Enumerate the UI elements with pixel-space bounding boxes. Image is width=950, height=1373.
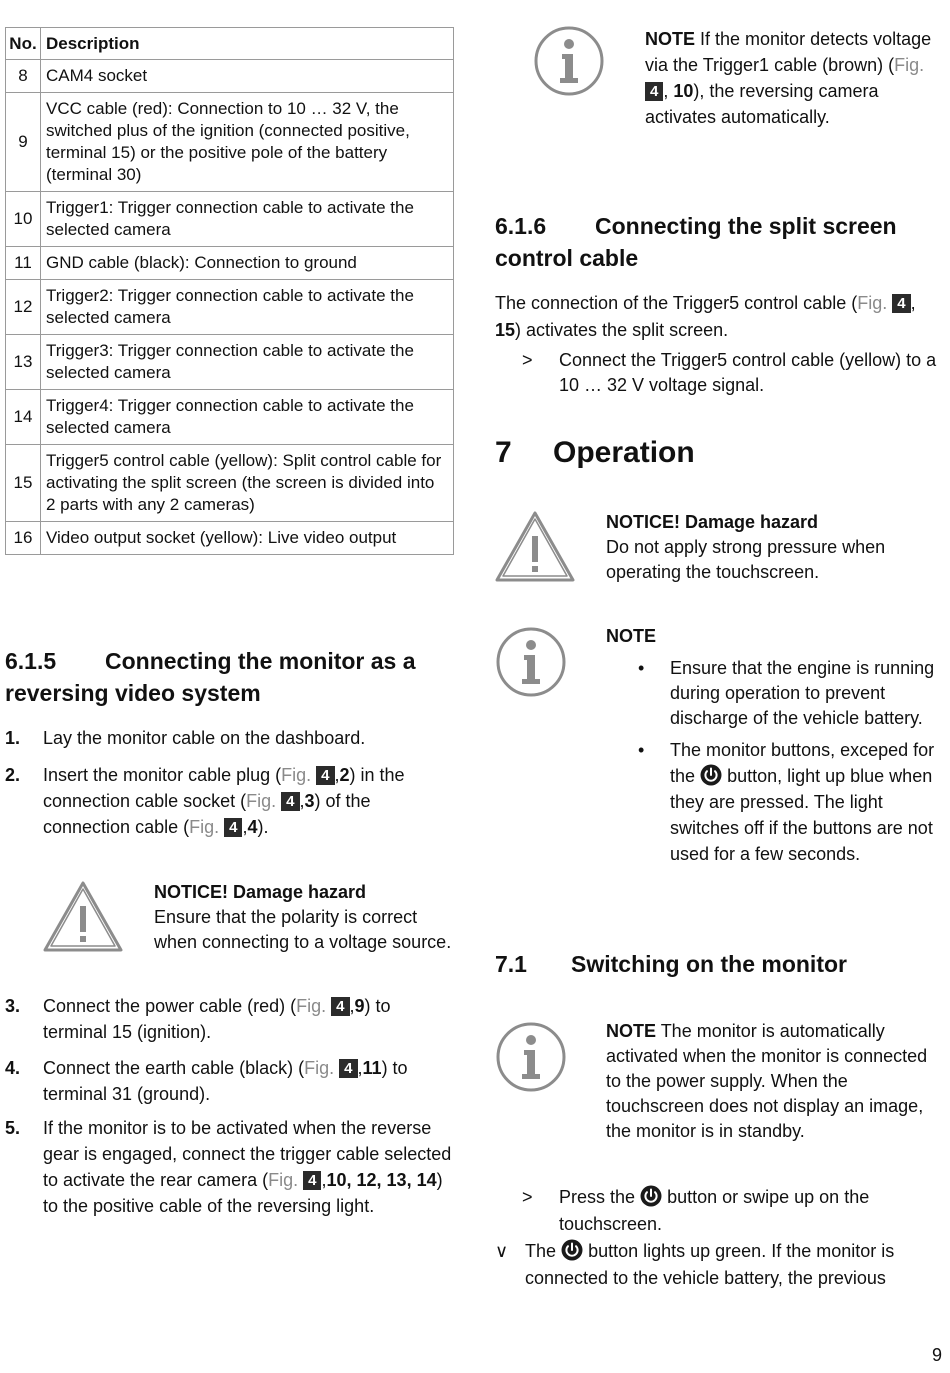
note-title: NOTE	[606, 1021, 657, 1041]
info-icon	[533, 25, 605, 97]
bullet-text: Ensure that the engine is running during operation to prevent discharge of the vehicle battery.	[670, 658, 935, 728]
section-title-line2: control cable	[495, 245, 639, 271]
step-number: 3.	[5, 996, 21, 1016]
figure-badge: 4	[281, 792, 299, 811]
step-text: Connect the earth cable (black) (Fig. 4 ,11) to terminal 31 (ground).	[43, 1058, 408, 1104]
step-text: Lay the monitor cable on the dashboard.	[43, 728, 366, 748]
row-number: 14	[6, 390, 41, 445]
info-icon	[495, 1021, 567, 1093]
step-number: 1.	[5, 728, 21, 748]
section-number: 7.1	[495, 951, 527, 977]
section-title-line2: reversing video system	[5, 680, 261, 706]
instruction-trigger5	[522, 348, 947, 398]
section-title: Operation	[553, 436, 695, 469]
power-button-icon	[640, 1185, 662, 1207]
instruction-power-on	[522, 1184, 947, 1238]
fig-label: Fig.	[296, 996, 327, 1016]
warning-triangle-icon	[494, 510, 576, 584]
note-operation-title	[606, 624, 944, 649]
figure-badge: 4	[224, 818, 242, 837]
row-number: 10	[6, 192, 41, 247]
instruction-text: Connect the Trigger5 control cable (yellow) to a 10 … 32 V voltage signal.	[559, 350, 937, 395]
step-number: 2.	[5, 765, 21, 785]
figure-badge: 4	[892, 294, 910, 313]
result-power-on	[495, 1238, 935, 1292]
table-row	[6, 247, 454, 280]
step-1	[5, 725, 455, 751]
section-title-line1: Connecting the monitor as a	[105, 648, 416, 674]
figure-badge: 4	[645, 82, 663, 101]
bullet-dot: •	[638, 658, 645, 678]
section-6-1-5-heading	[5, 645, 455, 709]
result-marker: ∨	[495, 1241, 509, 1261]
table-header-description: Description	[41, 28, 454, 60]
row-number: 16	[6, 522, 41, 555]
notice-touchscreen	[606, 510, 944, 585]
row-description: VCC cable (red): Connection to 10 … 32 V, the switched plus of the ignition (connected positive, terminal 15) or the positive pole of the battery (terminal 30)	[41, 93, 454, 192]
notice-text: Ensure that the polarity is correct when connecting to a voltage source.	[154, 907, 452, 952]
row-description: Trigger2: Trigger connection cable to activate the selected camera	[41, 280, 454, 335]
notice-title: NOTICE! Damage hazard	[154, 882, 367, 902]
instruction-marker: >	[522, 350, 533, 370]
row-description: GND cable (black): Connection to ground	[41, 247, 454, 280]
notice-polarity	[154, 880, 454, 955]
step-text: Connect the power cable (red) (Fig. 4 ,9) to terminal 15 (ignition).	[43, 996, 391, 1042]
table-row	[6, 192, 454, 247]
section-title: Switching on the monitor	[571, 951, 847, 977]
notice-text: Do not apply strong pressure when operating the touchscreen.	[606, 537, 886, 582]
instruction-marker: >	[522, 1187, 533, 1207]
table-row	[6, 60, 454, 93]
info-icon	[495, 626, 567, 698]
table-row	[6, 445, 454, 522]
table-header-no: No.	[6, 28, 41, 60]
fig-label: Fig.	[189, 817, 220, 837]
table-row	[6, 390, 454, 445]
step-3	[5, 993, 455, 1045]
section-title-line1: Connecting the split screen	[595, 213, 897, 239]
page-number: 9	[931, 1345, 942, 1365]
row-number: 9	[6, 93, 41, 192]
row-number: 8	[6, 60, 41, 93]
row-number: 13	[6, 335, 41, 390]
connection-table	[5, 27, 454, 555]
fig-label: Fig.	[281, 765, 312, 785]
section-number: 6.1.5	[5, 648, 57, 674]
bullet-dot: •	[638, 740, 645, 760]
table-row	[6, 335, 454, 390]
power-button-icon	[561, 1239, 583, 1261]
fig-label: Fig.	[246, 791, 277, 811]
step-5	[5, 1115, 455, 1219]
bullet-buttons	[638, 737, 946, 867]
note-trigger1: NOTE If the monitor detects voltage via the Trigger1 cable (brown) (Fig. 4 , 10), the reversing camera activates automatically.	[645, 29, 932, 127]
row-description: CAM4 socket	[41, 60, 454, 93]
step-4	[5, 1055, 455, 1107]
step-number: 4.	[5, 1058, 21, 1078]
note-standby	[606, 1019, 944, 1144]
warning-triangle-icon	[42, 880, 124, 954]
notice-title: NOTICE! Damage hazard	[606, 512, 819, 532]
row-description: Trigger4: Trigger connection cable to activate the selected camera	[41, 390, 454, 445]
section-6-1-6-heading	[495, 210, 945, 274]
bullet-engine	[638, 656, 946, 731]
figure-badge: 4	[316, 766, 334, 785]
table-header-row	[6, 28, 454, 60]
figure-badge: 4	[339, 1059, 357, 1078]
row-description: Trigger5 control cable (yellow): Split control cable for activating the split screen (the screen is divided into 2 parts with any 2 cameras)	[41, 445, 454, 522]
section-number: 6.1.6	[495, 213, 547, 239]
split-screen-paragraph: The connection of the Trigger5 control cable (Fig. 4 , 15) activates the split screen.	[495, 293, 916, 340]
section-7-1-heading	[495, 948, 847, 980]
fig-label: Fig.	[894, 55, 925, 75]
instruction-text: Press the button or swipe up on the touchscreen.	[559, 1187, 870, 1234]
section-7-heading	[495, 435, 695, 471]
row-number: 11	[6, 247, 41, 280]
note-title: NOTE	[606, 626, 657, 646]
bullet-text: The monitor buttons, exceped for the button, light up blue when they are pressed. The light switches off if the buttons are not used for a few seconds.	[670, 740, 935, 864]
figure-badge: 4	[303, 1171, 321, 1190]
row-description: Video output socket (yellow): Live video output	[41, 522, 454, 555]
fig-label: Fig.	[857, 293, 888, 313]
table-row	[6, 522, 454, 555]
table-row	[6, 93, 454, 192]
note-text: The monitor is automatically activated when the monitor is connected to the power supply. When the touchscreen does not display an image, the monitor is in standby.	[606, 1021, 928, 1141]
table-row	[6, 280, 454, 335]
note-title: NOTE	[645, 29, 696, 49]
figure-badge: 4	[331, 997, 349, 1016]
step-number: 5.	[5, 1118, 21, 1138]
fig-label: Fig.	[304, 1058, 335, 1078]
row-description: Trigger3: Trigger connection cable to activate the selected camera	[41, 335, 454, 390]
result-text: The button lights up green. If the monitor is connected to the vehicle battery, the previous	[525, 1241, 895, 1288]
step-text: Insert the monitor cable plug (Fig. 4 ,2) in the connection cable socket (Fig. 4 ,3) of the connection cable (Fig. 4 ,4).	[43, 765, 405, 837]
fig-label: Fig.	[268, 1170, 299, 1190]
row-number: 15	[6, 445, 41, 522]
row-number: 12	[6, 280, 41, 335]
power-button-icon	[700, 764, 722, 786]
section-number: 7	[495, 436, 512, 469]
row-description: Trigger1: Trigger connection cable to activate the selected camera	[41, 192, 454, 247]
step-2	[5, 762, 455, 840]
step-text: If the monitor is to be activated when the reverse gear is engaged, connect the trigger cable selected to activate the rear camera (Fig. 4 ,10, 12, 13, 14) to the positive cable of the reversing light.	[43, 1118, 452, 1216]
